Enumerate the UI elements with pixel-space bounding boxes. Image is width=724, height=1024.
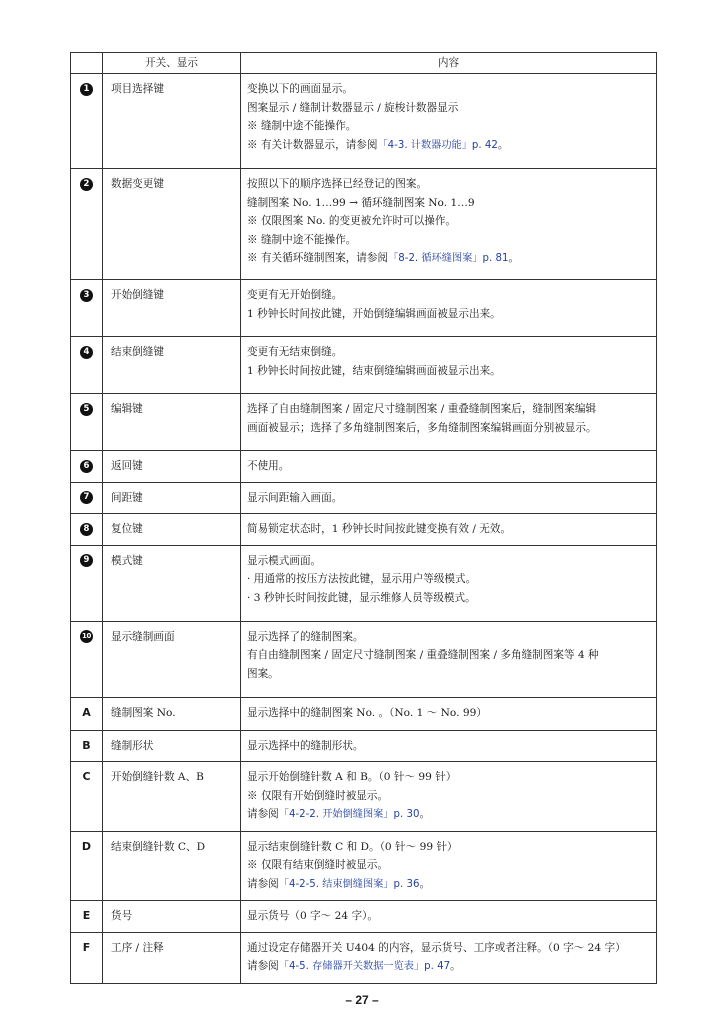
cross-reference-link[interactable]: 「4-2-2. 开始倒缝图案」p. 30 (278, 809, 420, 820)
row-marker (71, 762, 103, 832)
switch-description (241, 901, 657, 933)
table-row (71, 169, 657, 280)
description-line (247, 907, 650, 926)
row-marker (71, 730, 103, 762)
switch-name: 缝制图案 No. (103, 697, 241, 730)
description-text: 变换以下的画面显示。 (247, 83, 353, 95)
description-line (247, 787, 650, 806)
row-marker (71, 74, 103, 169)
table-row (71, 514, 657, 546)
switch-description (241, 514, 657, 546)
table-row (71, 74, 657, 169)
numbered-circle-icon: 8 (80, 523, 93, 536)
row-marker (71, 394, 103, 451)
table-row (71, 831, 657, 901)
description-text: 简易锁定状态时，1 秒钟长时间按此键变换有效 / 无效。 (247, 523, 512, 535)
letter-marker: F (82, 940, 91, 954)
description-text: 显示货号（0 字～ 24 字）。 (247, 910, 378, 922)
switch-description (241, 697, 657, 730)
switch-description (241, 337, 657, 394)
table-row (71, 280, 657, 337)
description-line (247, 343, 650, 362)
description-text: 显示选择了的缝制图案。 (247, 630, 364, 643)
description-text: 通过设定存储器开关 U404 的内容，显示货号、工序或者注释。（0 字～ 24 字） (247, 941, 626, 954)
switch-name: 开始倒缝键 (103, 280, 241, 337)
description-line (247, 286, 650, 305)
description-line (247, 552, 650, 571)
description-line (247, 838, 650, 857)
description-text: 图案显示 / 缝制计数器显示 / 旋梭计数器显示 (247, 101, 459, 114)
row-marker (71, 545, 103, 621)
switch-name: 返回键 (103, 451, 241, 483)
letter-marker: D (81, 839, 92, 853)
description-line (247, 136, 650, 156)
description-text: 请参阅 (247, 877, 279, 890)
letter-marker: C (82, 770, 91, 783)
description-text: 显示结束倒缝针数 C 和 D。（0 针～ 99 针） (247, 840, 458, 853)
switch-name: 项目选择键 (103, 74, 241, 169)
switch-name: 缝制形状 (103, 730, 241, 762)
description-line (247, 231, 650, 250)
switch-description (241, 74, 657, 169)
table-row (71, 901, 657, 933)
switch-name: 开始倒缝针数 A、B (103, 762, 241, 832)
numbered-circle-icon: 6 (80, 460, 93, 473)
description-line (247, 194, 650, 213)
header-content: 内容 (241, 53, 657, 74)
description-text: 按照以下的顺序选择已经登记的图案。 (247, 178, 428, 190)
description-line (247, 520, 650, 539)
description-line (247, 175, 650, 194)
description-line (247, 99, 650, 118)
description-line (247, 80, 650, 99)
switch-description (241, 831, 657, 901)
description-suffix: 。 (419, 808, 431, 820)
description-text: 变更有无开始倒缝。 (247, 289, 343, 301)
switch-description (241, 482, 657, 514)
description-line (247, 704, 650, 723)
description-line (247, 875, 650, 895)
page-number: – 27 – (345, 993, 379, 1007)
cross-reference-link[interactable]: 「4-5. 存储器开关数据一览表」p. 47 (278, 961, 451, 972)
description-text: 请参阅 (247, 808, 279, 820)
switch-name: 间距键 (103, 482, 241, 514)
letter-marker: B (82, 738, 91, 752)
cross-reference-link[interactable]: 「4-3. 计数器功能」p. 42 (377, 139, 498, 151)
table-body (71, 74, 657, 984)
description-line (247, 768, 650, 787)
description-text: ※ 仅限有开始倒缝时被显示。 (247, 789, 389, 802)
table-row (71, 545, 657, 621)
description-line (247, 939, 650, 958)
switch-name: 编辑键 (103, 394, 241, 451)
table-row (71, 482, 657, 514)
table-row (71, 621, 657, 697)
table-row (71, 337, 657, 394)
table-row (71, 451, 657, 483)
table-header-row (71, 53, 657, 74)
switch-description (241, 169, 657, 280)
description-line (247, 628, 650, 647)
row-marker (71, 482, 103, 514)
description-suffix: 。 (450, 960, 461, 972)
numbered-circle-icon: 10 (80, 630, 93, 643)
description-line (247, 646, 650, 665)
function-table (70, 52, 657, 984)
row-marker (71, 621, 103, 697)
description-line (247, 589, 650, 608)
switch-description (241, 394, 657, 451)
header-switch-display: 开关、显示 (103, 53, 241, 74)
description-line (247, 400, 650, 419)
description-line (247, 362, 650, 381)
header-mark (71, 53, 103, 74)
table-row (71, 394, 657, 451)
numbered-circle-icon: 5 (80, 403, 93, 416)
description-line (247, 737, 650, 756)
row-marker (71, 280, 103, 337)
description-text: 选择了自由缝制图案 / 固定尺寸缝制图案 / 重叠缝制图案后，缝制图案编辑 (247, 403, 597, 415)
switch-name: 货号 (103, 901, 241, 933)
switch-description (241, 621, 657, 697)
numbered-circle-icon: 3 (80, 289, 93, 302)
row-marker (71, 451, 103, 483)
description-line (247, 805, 650, 825)
switch-name: 数据变更键 (103, 169, 241, 280)
description-line (247, 419, 650, 438)
switch-description (241, 451, 657, 483)
switch-description (241, 280, 657, 337)
row-marker (71, 169, 103, 280)
row-marker (71, 831, 103, 901)
description-text: 有自由缝制图案 / 固定尺寸缝制图案 / 重叠缝制图案 / 多角缝制图案等 4 种 (247, 649, 599, 661)
switch-name: 模式键 (103, 545, 241, 621)
description-line (247, 570, 650, 589)
description-text: ※ 缝制中途不能操作。 (247, 120, 357, 132)
switch-description (241, 730, 657, 762)
description-text: 图案。 (247, 667, 279, 680)
description-line (247, 856, 650, 875)
description-text: 显示模式画面。 (247, 554, 322, 567)
description-text: 显示间距输入画面。 (247, 491, 343, 504)
description-text: 显示选择中的缝制形状。 (247, 739, 364, 752)
cross-reference-link[interactable]: 「8-2. 循环缝图案」p. 81 (388, 253, 509, 264)
description-text: ※ 缝制中途不能操作。 (247, 233, 357, 246)
description-text: ※ 有关循环缝制图案，请参阅 (247, 252, 389, 264)
switch-description (241, 762, 657, 832)
row-marker (71, 514, 103, 546)
description-text: 缝制图案 No. 1…99 → 循环缝制图案 No. 1…9 (247, 196, 475, 209)
description-line (247, 249, 650, 269)
switch-name: 显示缝制画面 (103, 621, 241, 697)
numbered-circle-icon: 1 (80, 83, 93, 96)
description-text: 显示选择中的缝制图案 No. 。（No. 1 ～ No. 99） (247, 706, 487, 719)
switch-name: 结束倒缝键 (103, 337, 241, 394)
cross-reference-link[interactable]: 「4-2-5. 结束倒缝图案」p. 36 (278, 878, 420, 890)
description-text: ※ 有关计数器显示，请参阅 (247, 138, 378, 151)
numbered-circle-icon: 2 (80, 178, 93, 191)
description-suffix: 。 (497, 138, 509, 151)
description-text: 1 秒钟长时间按此键，结束倒缝编辑画面被显示出来。 (247, 364, 501, 377)
letter-marker: E (82, 909, 91, 922)
description-text: 不使用。 (247, 460, 290, 472)
description-line (247, 957, 650, 977)
letter-marker: A (82, 705, 91, 719)
description-text: 画面被显示；选择了多角缝制图案后，多角缝制图案编辑画面分别被显示。 (247, 421, 597, 434)
description-text: 变更有无结束倒缝。 (247, 346, 343, 358)
description-line (247, 457, 650, 476)
description-line (247, 489, 650, 508)
row-marker (71, 932, 103, 983)
description-suffix: 。 (508, 252, 520, 264)
switch-description (241, 932, 657, 983)
description-text: 1 秒钟长时间按此键，开始倒缝编辑画面被显示出来。 (247, 307, 501, 320)
description-line (247, 665, 650, 684)
row-marker (71, 697, 103, 730)
description-line (247, 212, 650, 231)
switch-name: 结束倒缝针数 C、D (103, 831, 241, 901)
numbered-circle-icon: 7 (80, 491, 93, 504)
description-line (247, 117, 650, 136)
description-text: 显示开始倒缝针数 A 和 B。（0 针～ 99 针） (247, 771, 457, 783)
description-text: ※ 仅限有结束倒缝时被显示。 (247, 859, 389, 871)
numbered-circle-icon: 9 (80, 554, 93, 567)
row-marker (71, 901, 103, 933)
description-text: · 用通常的按压方法按此键，显示用户等级模式。 (247, 573, 477, 585)
description-text: · 3 秒钟长时间按此键，显示维修人员等级模式。 (247, 591, 476, 604)
table-row (71, 697, 657, 730)
switch-name: 工序 / 注释 (103, 932, 241, 983)
table-row (71, 762, 657, 832)
switch-description (241, 545, 657, 621)
table-row (71, 730, 657, 762)
row-marker (71, 337, 103, 394)
switch-name: 复位键 (103, 514, 241, 546)
description-line (247, 305, 650, 324)
description-text: ※ 仅限图案 No. 的变更被允许时可以操作。 (247, 215, 457, 227)
table-row (71, 932, 657, 983)
numbered-circle-icon: 4 (80, 346, 93, 359)
description-suffix: 。 (419, 877, 431, 890)
description-text: 请参阅 (247, 960, 279, 972)
